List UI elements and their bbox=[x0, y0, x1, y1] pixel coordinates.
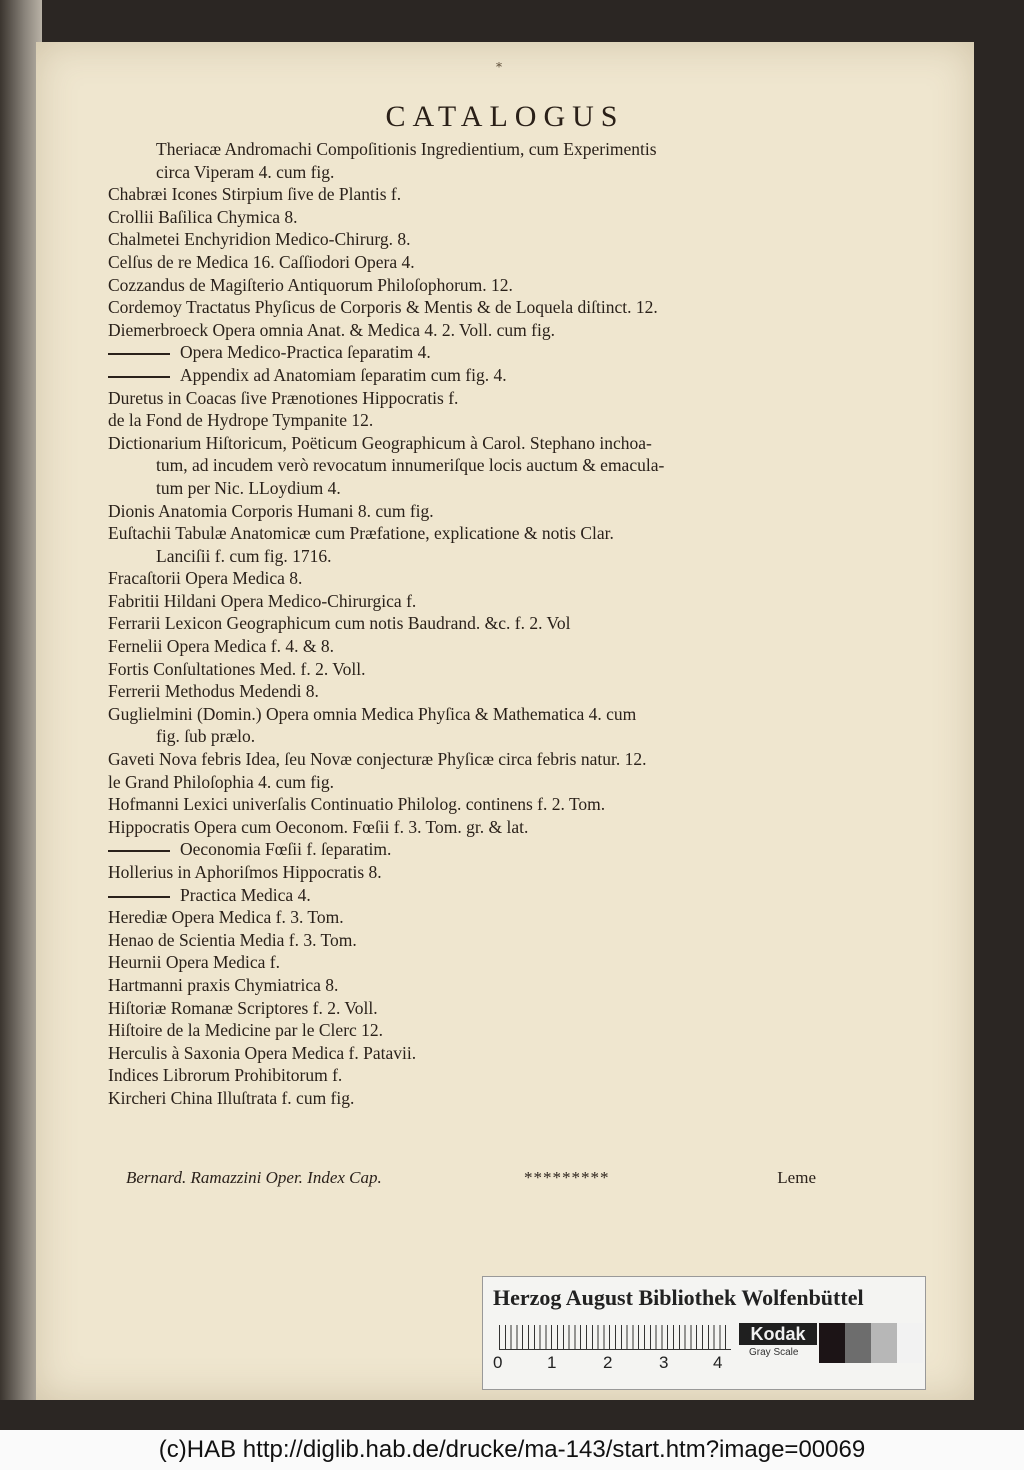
catalog-entry bbox=[108, 906, 818, 929]
catalog-entry bbox=[108, 454, 818, 477]
catalog-entry bbox=[108, 997, 818, 1020]
catalog-entry-text: Fabritii Hildani Opera Medico-Chirurgica f. bbox=[108, 590, 417, 611]
catalog-entry-text: Hippocratis Opera cum Oeconom. Fœſii f. 3. Tom. gr. & lat. bbox=[108, 816, 529, 837]
catalog-entry bbox=[108, 319, 818, 342]
catchline-title: Bernard. Ramazzini Oper. Index Cap. bbox=[126, 1168, 382, 1187]
catalog-entry bbox=[108, 1064, 818, 1087]
catalog-entry bbox=[108, 771, 818, 794]
catalog-entry-text: Oeconomia Fœſii f. ſeparatim. bbox=[180, 839, 392, 860]
catalog-entry-text: Fortis Conſultationes Med. f. 2. Voll. bbox=[108, 658, 366, 679]
catalog-entry-text: Diemerbroeck Opera omnia Anat. & Medica 4. 2. Voll. cum fig. bbox=[108, 319, 555, 340]
ditto-dash bbox=[108, 850, 170, 852]
catalog-entry bbox=[108, 138, 818, 161]
catalog-entry-text: Hollerius in Aphoriſmos Hippocratis 8. bbox=[108, 862, 382, 882]
catalog-entry-text: Dictionarium Hiſtoricum, Poëticum Geographicum à Carol. Stephano inchoa- bbox=[108, 432, 652, 453]
catalog-entry-text: Chabræi Icones Stirpium ſive de Plantis f. bbox=[108, 184, 402, 205]
catalog-entry-text: Hartmanni praxis Chymiatrica 8. bbox=[108, 974, 339, 995]
catalog-entry-text: Cordemoy Tractatus Phyſicus de Corporis & Mentis & de Loquela diſtinct. 12. bbox=[108, 297, 658, 318]
catalog-entry bbox=[108, 206, 818, 229]
catalog-entry bbox=[108, 748, 818, 771]
gray-patch bbox=[871, 1323, 897, 1363]
ruler-number: 0 bbox=[493, 1353, 503, 1372]
catchline bbox=[126, 1168, 816, 1192]
catalog-entry bbox=[108, 567, 818, 590]
catalog-entry-text: Ferrerii Methodus Medendi 8. bbox=[108, 681, 319, 702]
catalog-entry-text: tum, ad incudem verò revocatum innumeriſque locis auctum & emacula- bbox=[156, 455, 665, 476]
catchword: Leme bbox=[777, 1168, 816, 1187]
catalog-entry bbox=[108, 974, 818, 997]
catalog-entry bbox=[108, 274, 818, 297]
ruler-number: 2 bbox=[603, 1353, 613, 1372]
ditto-dash bbox=[108, 376, 170, 378]
catalog-entry-text: Guglielmini (Domin.) Opera omnia Medica Phyſica & Mathematica 4. cum bbox=[108, 703, 637, 724]
catalog-entry bbox=[108, 703, 818, 726]
catalog-entry-text: fig. ſub prælo. bbox=[156, 726, 256, 747]
catalog-entry bbox=[108, 522, 818, 545]
catalog-entry-text: Celſus de re Medica 16. Caſſiodori Opera 4. bbox=[108, 251, 415, 272]
catalog-entry bbox=[108, 635, 818, 658]
catalog-entry bbox=[108, 341, 818, 364]
catalog-entry bbox=[108, 861, 818, 884]
ditto-dash bbox=[108, 353, 170, 355]
catalog-entry bbox=[108, 161, 818, 184]
catalog-entry bbox=[108, 183, 818, 206]
catalog-entries bbox=[108, 138, 818, 1110]
catalog-entry bbox=[108, 432, 818, 455]
catalog-entry bbox=[108, 387, 818, 410]
catalog-entry-text: Theriacæ Andromachi Compoſitionis Ingredientium, cum Experimentis bbox=[156, 139, 657, 159]
catchline-stars: ********* bbox=[524, 1168, 610, 1187]
catalog-entry-text: Lanciſii f. cum fig. 1716. bbox=[156, 545, 332, 566]
catalog-entry bbox=[108, 793, 818, 816]
ruler-number: 3 bbox=[659, 1353, 669, 1372]
catalog-entry-text: Ferrarii Lexicon Geographicum cum notis Baudrand. &c. f. 2. Vol bbox=[108, 613, 571, 634]
gray-scale-patches bbox=[819, 1323, 923, 1363]
catalog-entry bbox=[108, 658, 818, 681]
catalog-entry-text: Cozzandus de Magiſterio Antiquorum Philoſophorum. 12. bbox=[108, 274, 513, 295]
catalog-entry bbox=[108, 545, 818, 568]
catalog-entry bbox=[108, 1087, 818, 1110]
source-url-footer: (c)HAB http://diglib.hab.de/drucke/ma-143/start.htm?image=00069 bbox=[0, 1430, 1024, 1470]
catalog-entry bbox=[108, 590, 818, 613]
catalog-entry bbox=[108, 816, 818, 839]
catalog-entry-text: Heurnii Opera Medica f. bbox=[108, 952, 281, 973]
color-target-card bbox=[482, 1276, 926, 1390]
catalog-page bbox=[36, 42, 974, 1400]
catalog-entry bbox=[108, 612, 818, 635]
ruler-number: 4 bbox=[713, 1353, 723, 1372]
catalog-entry-text: Indices Librorum Prohibitorum f. bbox=[108, 1065, 343, 1086]
catalog-entry-text: Hiſtoriæ Romanæ Scriptores f. 2. Voll. bbox=[108, 997, 378, 1018]
kodak-logo: Kodak bbox=[739, 1323, 817, 1345]
catalog-entry-text: Fracaſtorii Opera Medica 8. bbox=[108, 568, 303, 589]
ditto-dash bbox=[108, 896, 170, 898]
catalog-entry-text: Euſtachii Tabulæ Anatomicæ cum Præfatione, explicatione & notis Clar. bbox=[108, 523, 614, 544]
catalog-entry-text: de la Fond de Hydrope Tympanite 12. bbox=[108, 410, 374, 431]
scale-ruler bbox=[499, 1325, 731, 1350]
catalog-entry-text: Appendix ad Anatomiam ſeparatim cum fig. 4. bbox=[180, 364, 507, 385]
gray-patch bbox=[845, 1323, 871, 1363]
catalog-entry-text: Herculis à Saxonia Opera Medica f. Patavii. bbox=[108, 1042, 417, 1063]
catalog-entry-text: Practica Medica 4. bbox=[180, 884, 311, 905]
catalog-entry bbox=[108, 477, 818, 500]
catalog-entry-text: Crollii Baſilica Chymica 8. bbox=[108, 206, 298, 227]
page-title: CATALOGUS bbox=[385, 100, 625, 133]
catalog-entry-text: Henao de Scientia Media f. 3. Tom. bbox=[108, 929, 357, 950]
catalog-entry bbox=[108, 251, 818, 274]
gray-scale-label: Gray Scale bbox=[749, 1347, 799, 1358]
catalog-entry-text: Opera Medico-Practica ſeparatim 4. bbox=[180, 342, 431, 363]
catalog-entry bbox=[108, 364, 818, 387]
catalog-entry-text: Herediæ Opera Medica f. 3. Tom. bbox=[108, 907, 344, 928]
catalog-entry-text: Gaveti Nova febris Idea, ſeu Novæ conjecturæ Phyſicæ circa febris natur. 12. bbox=[108, 749, 647, 770]
catalog-entry bbox=[108, 929, 818, 952]
catalog-entry-text: circa Viperam 4. cum fig. bbox=[156, 161, 335, 182]
catalog-entry-text: Dionis Anatomia Corporis Humani 8. cum fig. bbox=[108, 500, 434, 521]
catalog-entry bbox=[108, 228, 818, 251]
catalog-entry-text: tum per Nic. LLoydium 4. bbox=[156, 477, 341, 498]
catalog-entry-text: le Grand Philoſophia 4. cum fig. bbox=[108, 771, 335, 792]
catalog-entry bbox=[108, 725, 818, 748]
catalog-entry bbox=[108, 500, 818, 523]
gray-patch bbox=[819, 1323, 845, 1363]
catalog-entry bbox=[108, 409, 818, 432]
catalog-entry bbox=[108, 296, 818, 319]
catalog-entry-text: Chalmetei Enchyridion Medico-Chirurg. 8. bbox=[108, 229, 411, 250]
catalog-entry bbox=[108, 884, 818, 907]
catalog-entry bbox=[108, 838, 818, 861]
catalog-entry-text: Duretus in Coacas ſive Prænotiones Hippocratis f. bbox=[108, 387, 459, 408]
catalog-entry bbox=[108, 951, 818, 974]
page-mark: * bbox=[496, 60, 502, 74]
catalog-entry-text: Kircheri China Illuſtrata f. cum fig. bbox=[108, 1087, 355, 1108]
catalog-entry bbox=[108, 1019, 818, 1042]
catalog-entry-text: Fernelii Opera Medica f. 4. & 8. bbox=[108, 636, 334, 657]
gray-patch bbox=[897, 1323, 923, 1363]
library-name: Herzog August Bibliothek Wolfenbüttel bbox=[493, 1285, 864, 1310]
ruler-number: 1 bbox=[547, 1353, 557, 1372]
catalog-entry bbox=[108, 680, 818, 703]
catalog-entry bbox=[108, 1042, 818, 1065]
catalog-entry-text: Hofmanni Lexici univerſalis Continuatio Philolog. continens f. 2. Tom. bbox=[108, 794, 606, 815]
catalog-entry-text: Hiſtoire de la Medicine par le Clerc 12. bbox=[108, 1020, 384, 1041]
